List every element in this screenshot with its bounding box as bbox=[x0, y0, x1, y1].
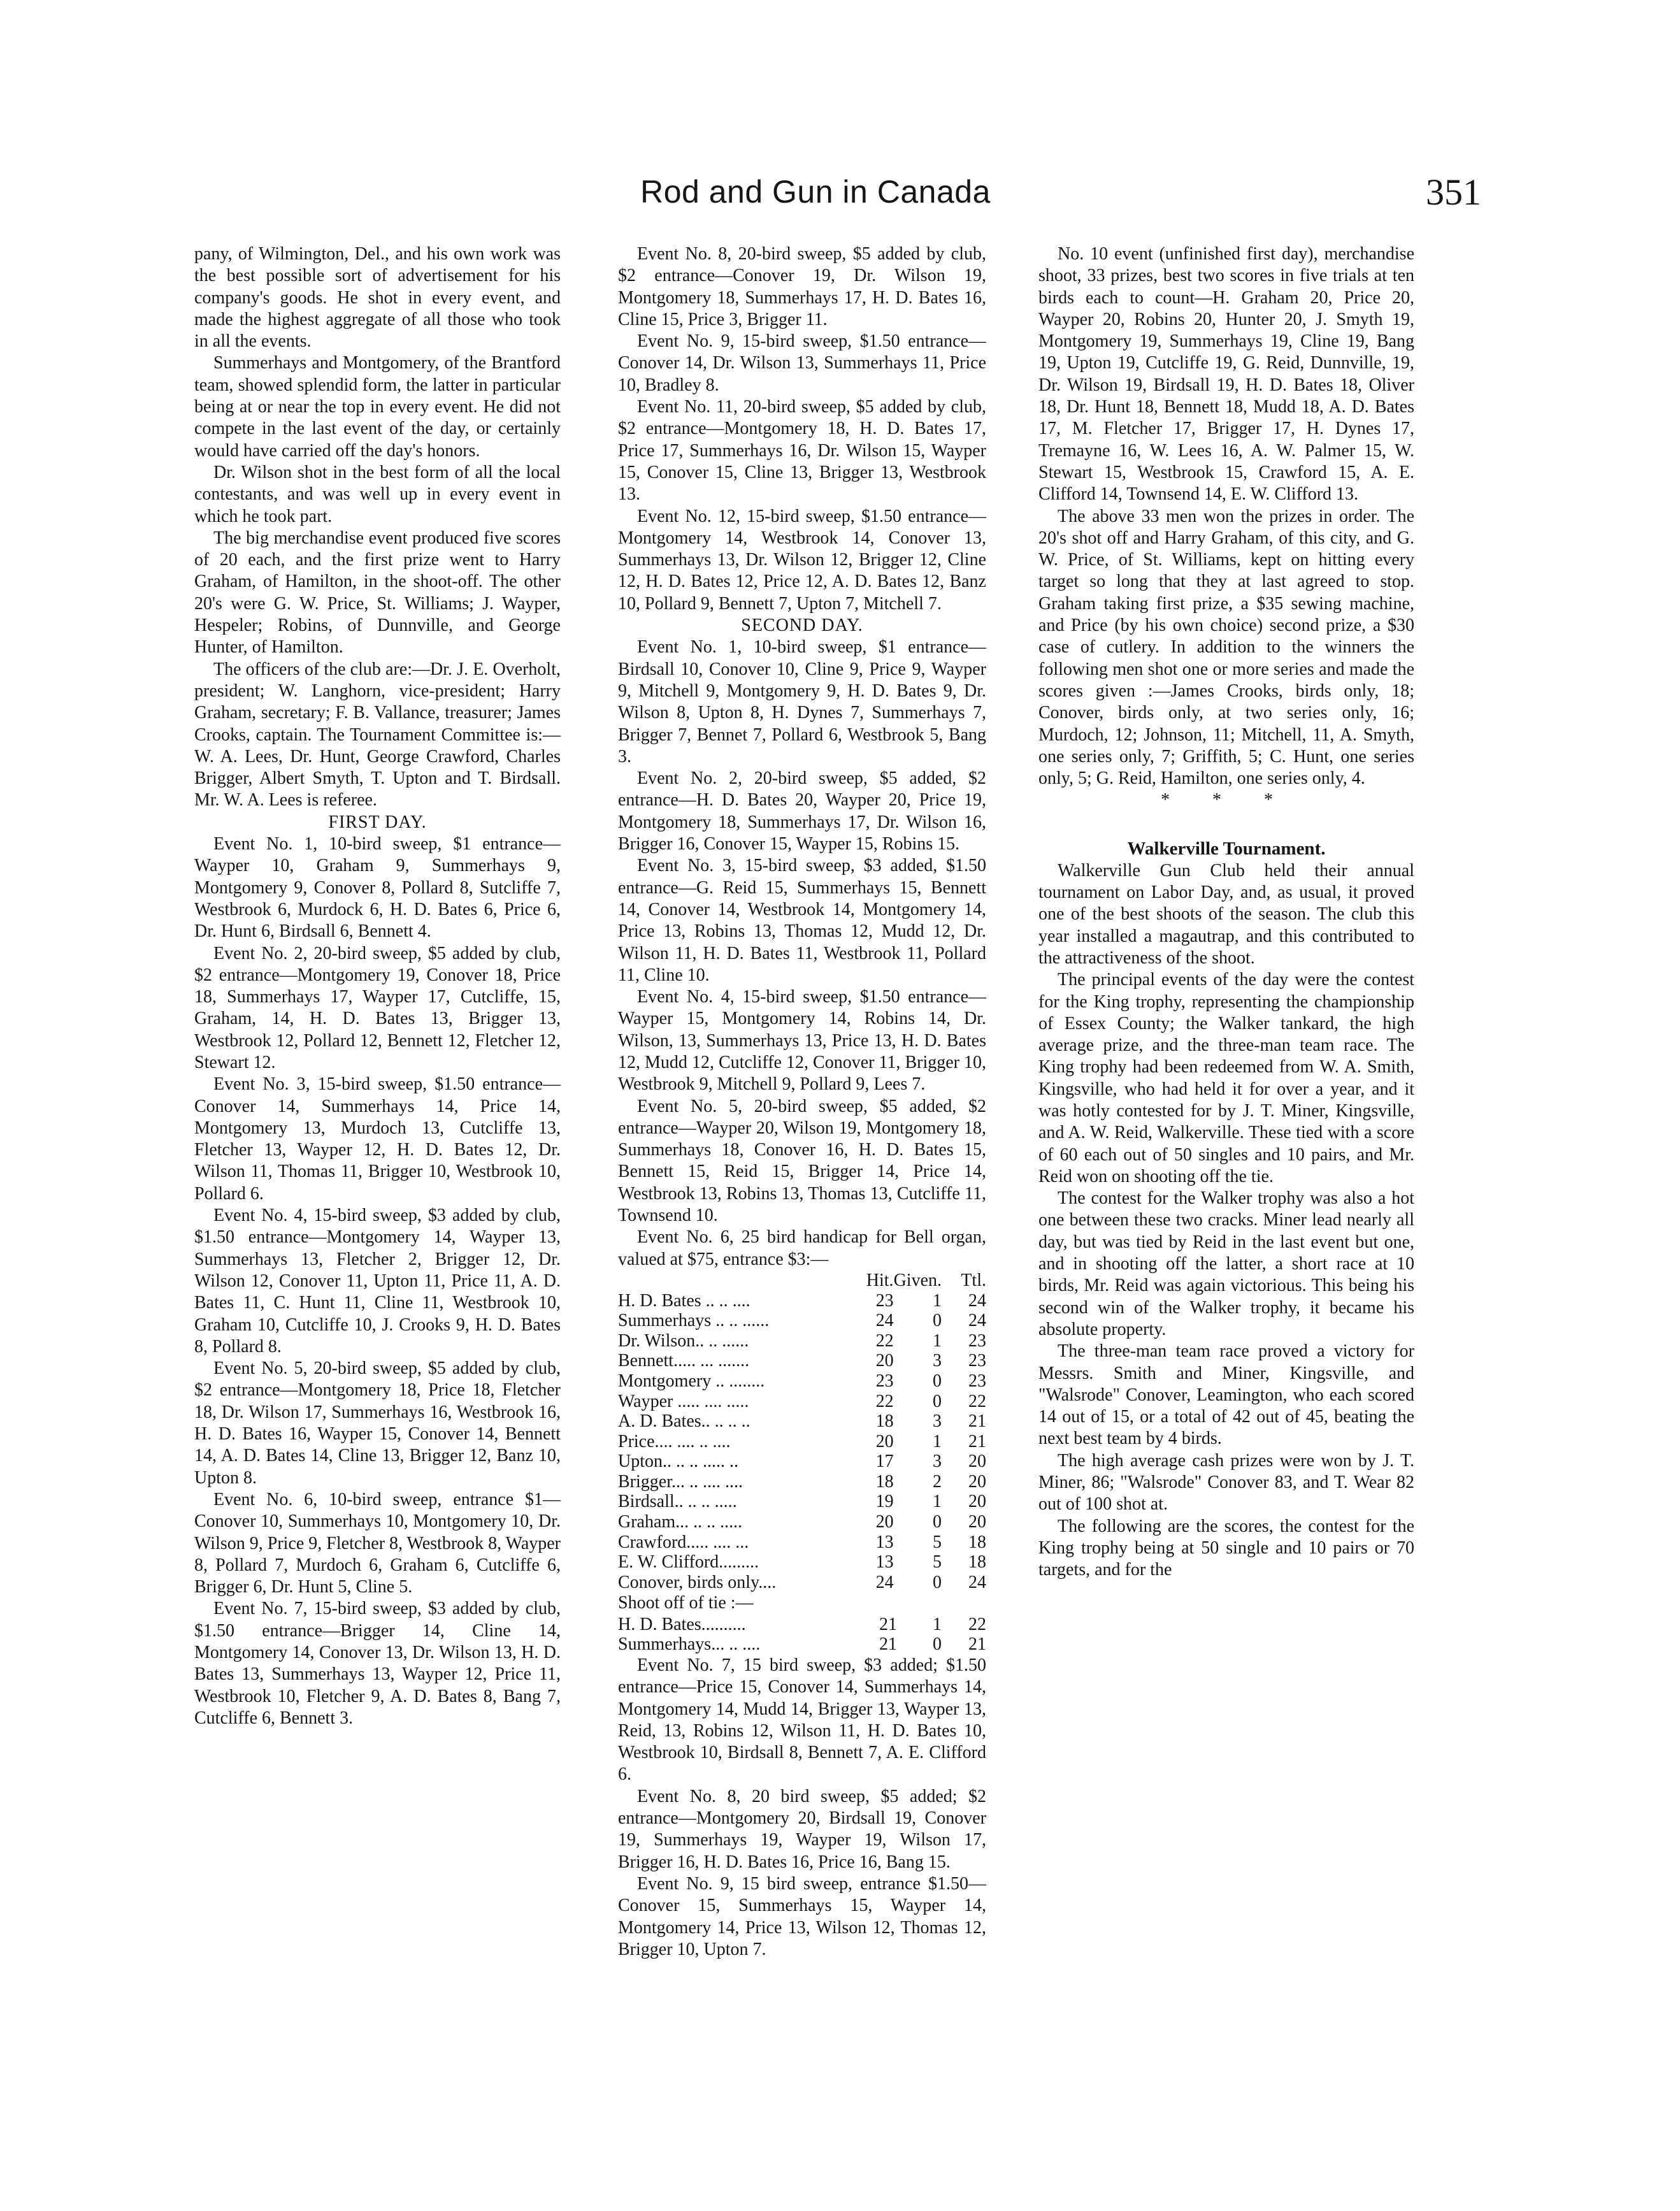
table-row bbox=[618, 1472, 986, 1492]
score-given: 0 bbox=[933, 1572, 942, 1592]
event-paragraph: Event No. 1, 10-bird sweep, $1 entrance—Wayper 10, Graham 9, Summerhays 9, Montgomery 9, Conover 8, Pollard 8, Sutcliffe 7, Westbrook 6, Murdock 6, H. D. Bates 6, Price 6, Dr. Hunt 6, Birdsall 6, Bennett 4. bbox=[194, 834, 561, 942]
score-total: 22 bbox=[968, 1614, 986, 1634]
event-paragraph: Event No. 5, 20-bird sweep, $5 added, $2 entrance—Wayper 20, Wilson 19, Montgomery 18, Summerhays 18, Conover 16, H. D. Bates 15, Bennett 15, Reid 15, Brigger 14, Price 14, Westbrook 13, Robins 13, Thomas 13, Cutcliffe 11, Townsend 10. bbox=[618, 1096, 986, 1226]
score-hit: 20 bbox=[875, 1351, 894, 1371]
table-row bbox=[618, 1311, 986, 1331]
score-total: 23 bbox=[968, 1371, 986, 1391]
paragraph: The above 33 men won the prizes in order. The 20's shot off and Harry Graham, of this city, and G. W. Price, of St. Williams, kept on hitting every target so long that they at last agreed to stop. Graham taking first prize, a $35 sewing machine, and Price (by his own choice) second prize, a $30 case of cutlery. In addition to the winners the following men shot one or more series and made the scores given :—James Crooks, birds only, 18; Conover, birds only, at two series only, 16; Murdoch, 12; Johnson, 11; Mitchell, 11, A. Smyth, one series only, 7; Griffith, 5; C. Hunt, one series only, 5; G. Reid, Hamilton, one series only, 4. bbox=[1038, 506, 1414, 789]
table-row bbox=[618, 1532, 986, 1553]
score-hit: 22 bbox=[875, 1330, 894, 1351]
score-given: 3 bbox=[933, 1451, 942, 1472]
event-paragraph: Event No. 3, 15-bird sweep, $3 added, $1.50 entrance—G. Reid 15, Summerhays 15, Bennett 14, Conover 14, Westbrook 14, Montgomery 14, Price 13, Robins 13, Thomas 12, Mudd 12, Dr. Wilson 11, H. D. Bates 11, Westbrook 11, Pollard 11, Cline 10. bbox=[618, 856, 986, 985]
table-row bbox=[618, 1552, 986, 1573]
score-name: Brigger... .. .... .... bbox=[618, 1471, 743, 1492]
score-hit: 21 bbox=[879, 1614, 897, 1634]
score-hit: 19 bbox=[875, 1492, 894, 1512]
table-header-hit: Hit. bbox=[866, 1270, 894, 1290]
score-name: Wayper ..... .... ..... bbox=[618, 1391, 749, 1411]
paragraph: The three-man team race proved a victory for Messrs. Smith and Miner, Kingsville, and "Walsrode" Conover, Leamington, who each scored 14 out of 15, or a total of 42 out of 45, beating the next best team by 4 birds. bbox=[1038, 1341, 1414, 1449]
table-header-total: Ttl. bbox=[961, 1270, 986, 1290]
score-given: 0 bbox=[933, 1391, 942, 1411]
event-paragraph: Event No. 4, 15-bird sweep, $1.50 entrance—Wayper 15, Montgomery 14, Robins 14, Dr. Wilson, 13, Summerhays 13, Price 13, H. D. Bates 12, Mudd 12, Cutcliffe 12, Conover 11, Brigger 10, Westbrook 9, Mitchell 9, Pollard 9, Lees 7. bbox=[618, 987, 986, 1095]
score-total: 20 bbox=[968, 1471, 986, 1492]
score-name: Dr. Wilson.. .. ...... bbox=[618, 1330, 749, 1351]
event-paragraph: Event No. 12, 15-bird sweep, $1.50 entrance—Montgomery 14, Westbrook 14, Conover 13, Summerhays 13, Dr. Wilson 12, Brigger 12, Cline 12, H. D. Bates 12, Price 12, A. D. Bates 12, Banz 10, Pollard 9, Bennett 7, Upton 7, Mitchell 7. bbox=[618, 506, 986, 614]
score-name: Summerhays .. .. ...... bbox=[618, 1311, 770, 1331]
column-left bbox=[194, 243, 561, 1729]
score-name: Montgomery .. ........ bbox=[618, 1371, 765, 1391]
score-hit: 18 bbox=[875, 1471, 894, 1492]
score-hit: 21 bbox=[879, 1634, 897, 1655]
table-row bbox=[618, 1492, 986, 1512]
event-paragraph: Event No. 6, 10-bird sweep, entrance $1—Conover 10, Summerhays 10, Montgomery 10, Dr. Wilson 9, Price 9, Fletcher 8, Westbrook 8, Wayper 8, Pollard 7, Murdoch 6, Graham 6, Cutcliffe 6, Brigger 6, Dr. Hunt 5, Cline 5. bbox=[194, 1489, 561, 1597]
score-given: 1 bbox=[933, 1330, 942, 1351]
page-number: 351 bbox=[1426, 171, 1481, 213]
section-heading-second-day: SECOND DAY. bbox=[741, 616, 863, 636]
event-paragraph: Event No. 8, 20 bird sweep, $5 added; $2 entrance—Montgomery 20, Birdsall 19, Conover 19, Summerhays 19, Wayper 19, Wilson 17, Brigger 16, H. D. Bates 16, Price 16, Bang 15. bbox=[618, 1786, 986, 1872]
section-heading-first-day: FIRST DAY. bbox=[328, 812, 427, 832]
tie-table-body bbox=[618, 1615, 986, 1655]
score-name: Birdsall.. .. .. ..... bbox=[618, 1492, 737, 1512]
event-paragraph: No. 10 event (unfinished first day), merchandise shoot, 33 prizes, best two scores in five trials at ten birds each to count—H. Graham 20, Price 20, Wayper 20, Robins 20, Hunter 20, J. Smyth 19, Montgomery 19, Summerhays 19, Cline 19, Bang 19, Upton 19, Cutcliffe 19, G. Reid, Dunnville, 19, Dr. Wilson 19, Birdsall 19, H. D. Bates 18, Oliver 18, Dr. Hunt 18, Bennett 18, Mudd 18, A. D. Bates 17, M. Fletcher 17, Brigger 17, H. Dynes 17, Tremayne 16, W. Lees 16, A. W. Palmer 15, W. Stewart 15, Westbrook 15, Crawford 15, A. E. Clifford 14, Townsend 14, E. W. Clifford 13. bbox=[1038, 244, 1414, 505]
section-divider-stars: * * * bbox=[1161, 790, 1292, 810]
score-name: Upton.. .. .. ..... .. bbox=[618, 1451, 738, 1472]
event-paragraph: Event No. 9, 15 bird sweep, entrance $1.50—Conover 15, Summerhays 15, Wayper 14, Montgomery 14, Price 13, Wilson 12, Thomas 12, Brigger 10, Upton 7. bbox=[618, 1873, 986, 1959]
section-heading-walkerville: Walkerville Tournament. bbox=[1127, 838, 1326, 859]
score-total: 18 bbox=[968, 1552, 986, 1573]
table-row bbox=[618, 1411, 986, 1432]
table-header-row bbox=[618, 1271, 986, 1291]
score-hit: 23 bbox=[875, 1371, 894, 1391]
score-name: E. W. Clifford......... bbox=[618, 1552, 759, 1573]
score-total: 21 bbox=[968, 1411, 986, 1432]
score-given: 0 bbox=[933, 1512, 942, 1532]
score-total: 21 bbox=[968, 1431, 986, 1451]
score-total: 21 bbox=[968, 1634, 986, 1655]
score-given: 5 bbox=[933, 1552, 942, 1573]
score-hit: 20 bbox=[875, 1431, 894, 1451]
score-total: 23 bbox=[968, 1351, 986, 1371]
score-given: 0 bbox=[933, 1634, 942, 1655]
score-name: H. D. Bates.......... bbox=[618, 1614, 746, 1634]
table-row bbox=[618, 1351, 986, 1371]
event-paragraph: Event No. 11, 20-bird sweep, $5 added by club, $2 entrance—Montgomery 18, H. D. Bates 17, Price 17, Summerhays 16, Dr. Wilson 15, Wayper 15, Conover 15, Cline 13, Brigger 13, Westbrook 13. bbox=[618, 397, 986, 505]
table-body bbox=[618, 1291, 986, 1593]
paragraph: The contest for the Walker trophy was also a hot one between these two cracks. Miner lead nearly all day, but was tied by Reid in the last event but one, and in shooting off the latter, a short race at 10 birds, Mr. Reid was again victorious. This being his second win of the Walker trophy, it became his absolute property. bbox=[1038, 1188, 1414, 1339]
column-right bbox=[1038, 243, 1414, 1581]
event-paragraph: Event No. 2, 20-bird sweep, $5 added by club, $2 entrance—Montgomery 19, Conover 18, Price 18, Summerhays 17, Wayper 17, Cutcliffe, 15, Graham, 14, H. D. Bates 13, Brigger 13, Westbrook 12, Pollard 12, Bennett 12, Fletcher 12, Stewart 12. bbox=[194, 943, 561, 1072]
score-hit: 20 bbox=[875, 1512, 894, 1532]
score-given: 0 bbox=[933, 1371, 942, 1391]
paragraph: Walkerville Gun Club held their annual tournament on Labor Day, and, as usual, it proved one of the best shoots of the season. The club this year installed a magautrap, and this contributed to the attractiveness of the shoot. bbox=[1038, 860, 1414, 968]
score-given: 1 bbox=[933, 1492, 942, 1512]
table-row bbox=[618, 1634, 986, 1655]
score-total: 18 bbox=[968, 1532, 986, 1552]
tie-heading: Shoot off of tie :— bbox=[618, 1593, 754, 1613]
paragraph: The big merchandise event produced five scores of 20 each, and the first prize went to Harry Graham, of Hamilton, in the shoot-off. The other 20's were G. W. Price, St. Williams; J. Wayper, Hespeler; Robins, of Dunnville, and George Hunter, of Hamilton. bbox=[194, 528, 561, 658]
score-given: 1 bbox=[933, 1431, 942, 1451]
event-paragraph: Event No. 3, 15-bird sweep, $1.50 entrance—Conover 14, Summerhays 14, Price 14, Montgomery 13, Murdoch 13, Cutcliffe 13, Fletcher 13, Wayper 12, H. D. Bates 12, Dr. Wilson 11, Thomas 11, Brigger 10, Westbrook 10, Pollard 6. bbox=[194, 1074, 561, 1204]
score-total: 23 bbox=[968, 1330, 986, 1351]
event-paragraph: Event No. 5, 20-bird sweep, $5 added by club, $2 entrance—Montgomery 18, Price 18, Fletcher 18, Dr. Wilson 17, Summerhays 16, Westbrook 16, H. D. Bates 16, Wayper 15, Conover 14, Bennett 14, A. D. Bates 14, Cline 13, Brigger 12, Banz 10, Upton 8. bbox=[194, 1358, 561, 1488]
score-hit: 13 bbox=[875, 1552, 894, 1573]
column-middle bbox=[618, 243, 986, 1961]
paragraph: The principal events of the day were the contest for the King trophy, representing the championship of Essex County; the Walker tankard, the high average prize, and the three-man team race. The King trophy had been redeemed from W. A. Smith, Kingsville, who had held it for over a year, and it was hotly contested for by J. T. Miner, Kingsville, and A. W. Reid, Walkerville. These tied with a score of 60 each out of 50 singles and 10 pairs, and Mr. Reid won on shooting off the tie. bbox=[1038, 970, 1414, 1186]
table-row bbox=[618, 1573, 986, 1593]
score-given: 2 bbox=[933, 1471, 942, 1492]
score-hit: 23 bbox=[875, 1290, 894, 1311]
score-name: Bennett..... ... ....... bbox=[618, 1351, 750, 1371]
score-given: 1 bbox=[933, 1290, 942, 1311]
score-total: 20 bbox=[968, 1451, 986, 1472]
score-hit: 22 bbox=[875, 1391, 894, 1411]
event-paragraph: Event No. 6, 25 bird handicap for Bell organ, valued at $75, entrance $3:— bbox=[618, 1227, 986, 1269]
score-given: 5 bbox=[933, 1532, 942, 1552]
paragraph: Summerhays and Montgomery, of the Brantford team, showed splendid form, the latter in particular being at or near the top in every event. He did not compete in the last event of the day, or certainly would have carried off the day's honors. bbox=[194, 353, 561, 461]
score-total: 24 bbox=[968, 1572, 986, 1592]
table-header-given: Given. bbox=[893, 1270, 942, 1290]
score-hit: 24 bbox=[875, 1572, 894, 1592]
score-name: Price.... .... .. .... bbox=[618, 1431, 731, 1451]
handicap-score-table bbox=[618, 1271, 986, 1593]
score-given: 0 bbox=[933, 1311, 942, 1331]
table-row bbox=[618, 1331, 986, 1351]
score-name: Conover, birds only.... bbox=[618, 1572, 777, 1592]
score-name: H. D. Bates .. .. .... bbox=[618, 1290, 750, 1311]
table-row bbox=[618, 1615, 986, 1635]
paragraph: The following are the scores, the contest for the King trophy being at 50 single and 10 pairs or 70 targets, and for the bbox=[1038, 1516, 1414, 1580]
score-hit: 24 bbox=[875, 1311, 894, 1331]
score-total: 22 bbox=[968, 1391, 986, 1411]
event-paragraph: Event No. 9, 15-bird sweep, $1.50 entrance—Conover 14, Dr. Wilson 13, Summerhays 11, Price 10, Bradley 8. bbox=[618, 331, 986, 395]
event-paragraph: Event No. 1, 10-bird sweep, $1 entrance—Birdsall 10, Conover 10, Cline 9, Price 9, Wayper 9, Mitchell 9, Montgomery 9, H. D. Bates 9, Dr. Wilson 8, Upton 8, H. Dynes 7, Summerhays 7, Brigger 7, Bennet 7, Pollard 6, Westbrook 5, Bang 3. bbox=[618, 637, 986, 767]
table-row bbox=[618, 1512, 986, 1532]
score-hit: 17 bbox=[875, 1451, 894, 1472]
table-row bbox=[618, 1371, 986, 1392]
event-paragraph: Event No. 8, 20-bird sweep, $5 added by club, $2 entrance—Conover 19, Dr. Wilson 19, Montgomery 18, Summerhays 17, H. D. Bates 16, Cline 15, Price 3, Brigger 11. bbox=[618, 244, 986, 329]
score-given: 3 bbox=[933, 1351, 942, 1371]
table-row bbox=[618, 1291, 986, 1311]
score-total: 20 bbox=[968, 1512, 986, 1532]
score-hit: 18 bbox=[875, 1411, 894, 1432]
score-total: 20 bbox=[968, 1492, 986, 1512]
score-name: Graham... .. .. ..... bbox=[618, 1512, 743, 1532]
score-given: 1 bbox=[933, 1614, 942, 1634]
score-hit: 13 bbox=[875, 1532, 894, 1552]
score-total: 24 bbox=[968, 1311, 986, 1331]
paragraph: pany, of Wilmington, Del., and his own work was the best possible sort of advertisement for his company's goods. He shot in every event, and made the highest aggregate of all those who took in all the events. bbox=[194, 244, 561, 352]
tie-score-table bbox=[618, 1615, 986, 1655]
table-row bbox=[618, 1392, 986, 1412]
paragraph: Dr. Wilson shot in the best form of all the local contestants, and was well up in every event in which he took part. bbox=[194, 462, 561, 526]
score-given: 3 bbox=[933, 1411, 942, 1432]
score-name: A. D. Bates.. .. .. .. bbox=[618, 1411, 750, 1432]
spacer bbox=[1038, 812, 1414, 837]
event-paragraph: Event No. 4, 15-bird sweep, $3 added by club, $1.50 entrance—Montgomery 14, Wayper 13, Summerhays 13, Fletcher 2, Brigger 12, Dr. Wilson 12, Conover 11, Upton 11, Price 11, A. D. Bates 11, C. Hunt 11, Cline 11, Westbrook 10, Graham 10, Cutcliffe 10, J. Crooks 9, H. D. Bates 8, Pollard 8. bbox=[194, 1206, 561, 1357]
running-title: Rod and Gun in Canada bbox=[640, 174, 991, 210]
score-total: 24 bbox=[968, 1290, 986, 1311]
score-name: Crawford..... .... ... bbox=[618, 1532, 749, 1552]
table-row bbox=[618, 1432, 986, 1452]
table-header-name bbox=[618, 1271, 849, 1291]
table-row bbox=[618, 1451, 986, 1472]
event-paragraph: Event No. 7, 15-bird sweep, $3 added by club, $1.50 entrance—Brigger 14, Cline 14, Montgomery 14, Conover 13, Dr. Wilson 13, H. D. Bates 13, Summerhays 13, Wayper 12, Price 11, Westbrook 10, Fletcher 9, A. D. Bates 8, Bang 7, Cutcliffe 6, Bennett 3. bbox=[194, 1599, 561, 1728]
event-paragraph: Event No. 7, 15 bird sweep, $3 added; $1.50 entrance—Price 15, Conover 14, Summerhays 14, Montgomery 14, Mudd 14, Brigger 13, Wayper 13, Reid, 13, Robins 12, Wilson 11, H. D. Bates 10, Westbrook 10, Birdsall 8, Bennett 7, A. E. Clifford 6. bbox=[618, 1655, 986, 1785]
score-name: Summerhays... .. .... bbox=[618, 1634, 761, 1655]
event-paragraph: Event No. 2, 20-bird sweep, $5 added, $2 entrance—H. D. Bates 20, Wayper 20, Price 19, Montgomery 18, Summerhays 17, Dr. Wilson 16, Brigger 16, Conover 15, Wayper 15, Robins 15. bbox=[618, 768, 986, 854]
paragraph: The high average cash prizes were won by J. T. Miner, 86; "Walsrode" Conover 83, and T. Wear 82 out of 100 shot at. bbox=[1038, 1450, 1414, 1515]
paragraph: The officers of the club are:—Dr. J. E. Overholt, president; W. Langhorn, vice-president; Harry Graham, secretary; F. B. Vallance, treasurer; James Crooks, captain. The Tournament Committee is:—W. A. Lees, Dr. Hunt, George Crawford, Charles Brigger, Albert Smyth, T. Upton and T. Birdsall. Mr. W. A. Lees is referee. bbox=[194, 659, 561, 810]
